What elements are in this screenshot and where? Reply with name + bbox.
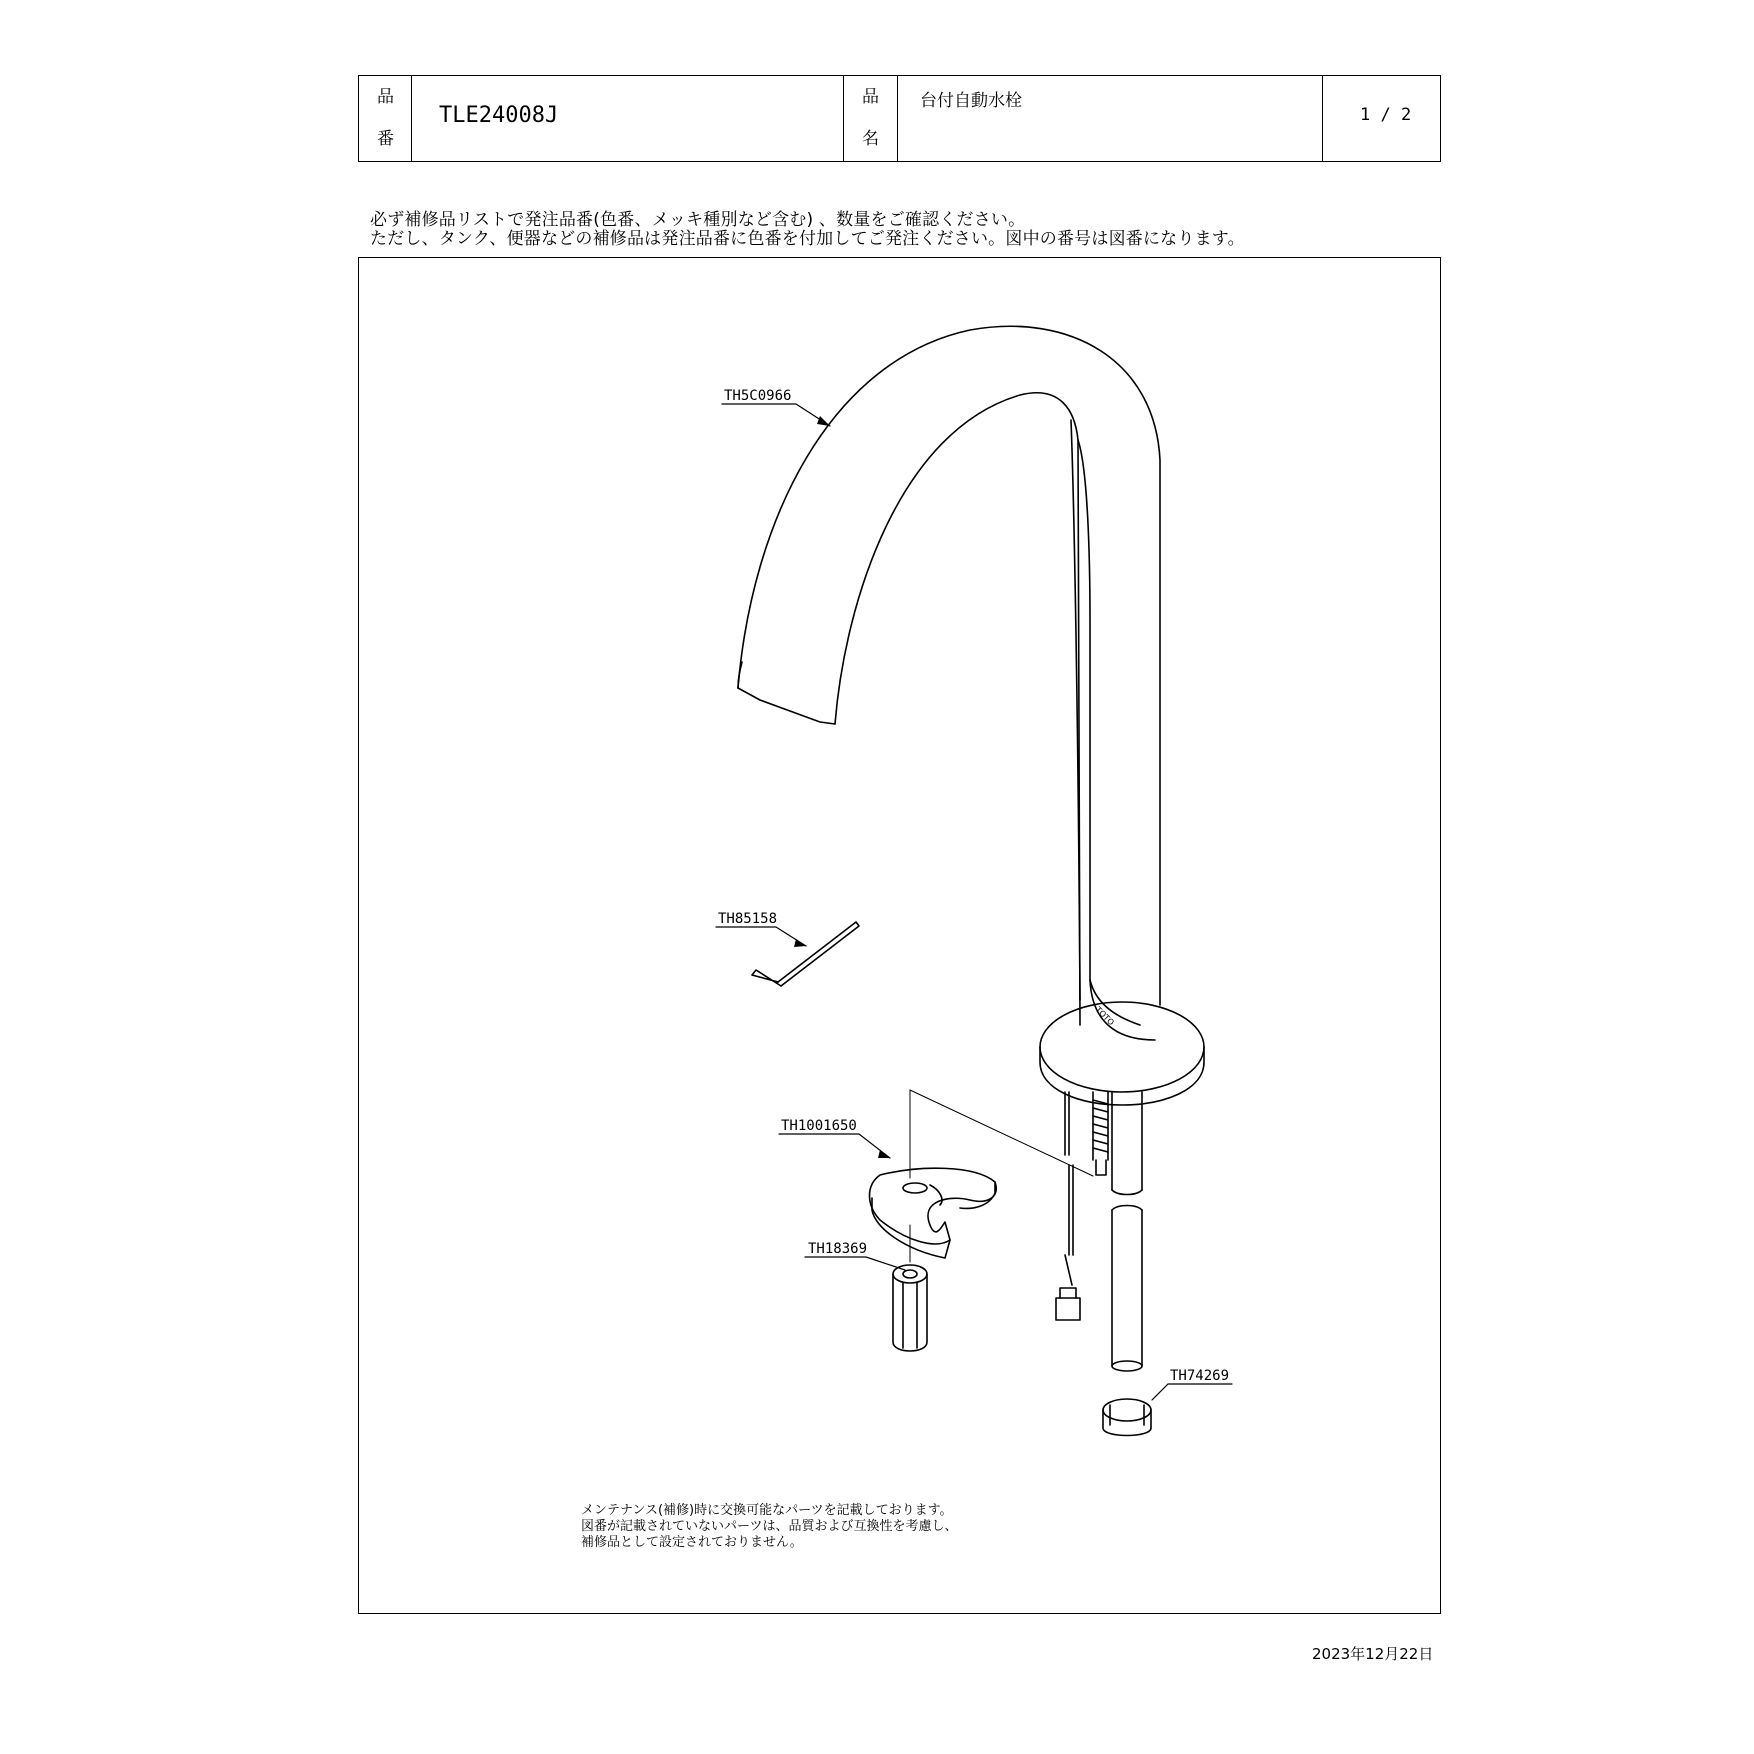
label-hose-band: TH74269 — [1170, 1368, 1230, 1384]
product-name-key-2: 名 — [862, 129, 879, 149]
maintenance-note-line-3: 補修品として設定されておりません。 — [581, 1535, 803, 1550]
label-fixing-plate: TH1001650 — [781, 1118, 857, 1134]
label-nut: TH18369 — [808, 1241, 868, 1257]
supply-assembly — [1056, 1092, 1151, 1436]
product-name: 台付自動水栓 — [920, 91, 1022, 111]
spout-drawing — [738, 326, 1204, 1105]
label-hex-wrench: TH85158 — [718, 911, 778, 927]
nut-drawing — [893, 1265, 927, 1351]
part-number-key-2: 番 — [377, 129, 394, 149]
notice-line-1: 必ず補修品リストで発注品番(色番、メッキ種別など含む) 、数量をご確認ください。 — [370, 210, 1026, 230]
fixing-plate-drawing — [870, 1168, 997, 1258]
maintenance-note-line-2: 図番が記載されていないパーツは、品質および互換性を考慮し、 — [581, 1519, 958, 1534]
page-indicator: 1 / 2 — [1360, 105, 1412, 125]
hex-wrench-drawing — [752, 922, 859, 986]
brand-mark: TOTO — [1093, 1005, 1116, 1028]
product-name-key-1: 品 — [862, 87, 879, 107]
issue-date: 2023年12月22日 — [1312, 1645, 1434, 1663]
part-number-key-1: 品 — [377, 87, 394, 107]
part-number: TLE24008J — [439, 103, 559, 128]
label-spout: TH5C0966 — [724, 388, 792, 404]
leader-lines — [716, 404, 1232, 1400]
notice-line-2: ただし、タンク、便器などの補修品は発注品番に色番を付加してご発注ください。図中の番号は図番になります。 — [370, 229, 1245, 249]
maintenance-note-line-1: メンテナンス(補修)時に交換可能なパーツを記載しております。 — [581, 1503, 953, 1518]
